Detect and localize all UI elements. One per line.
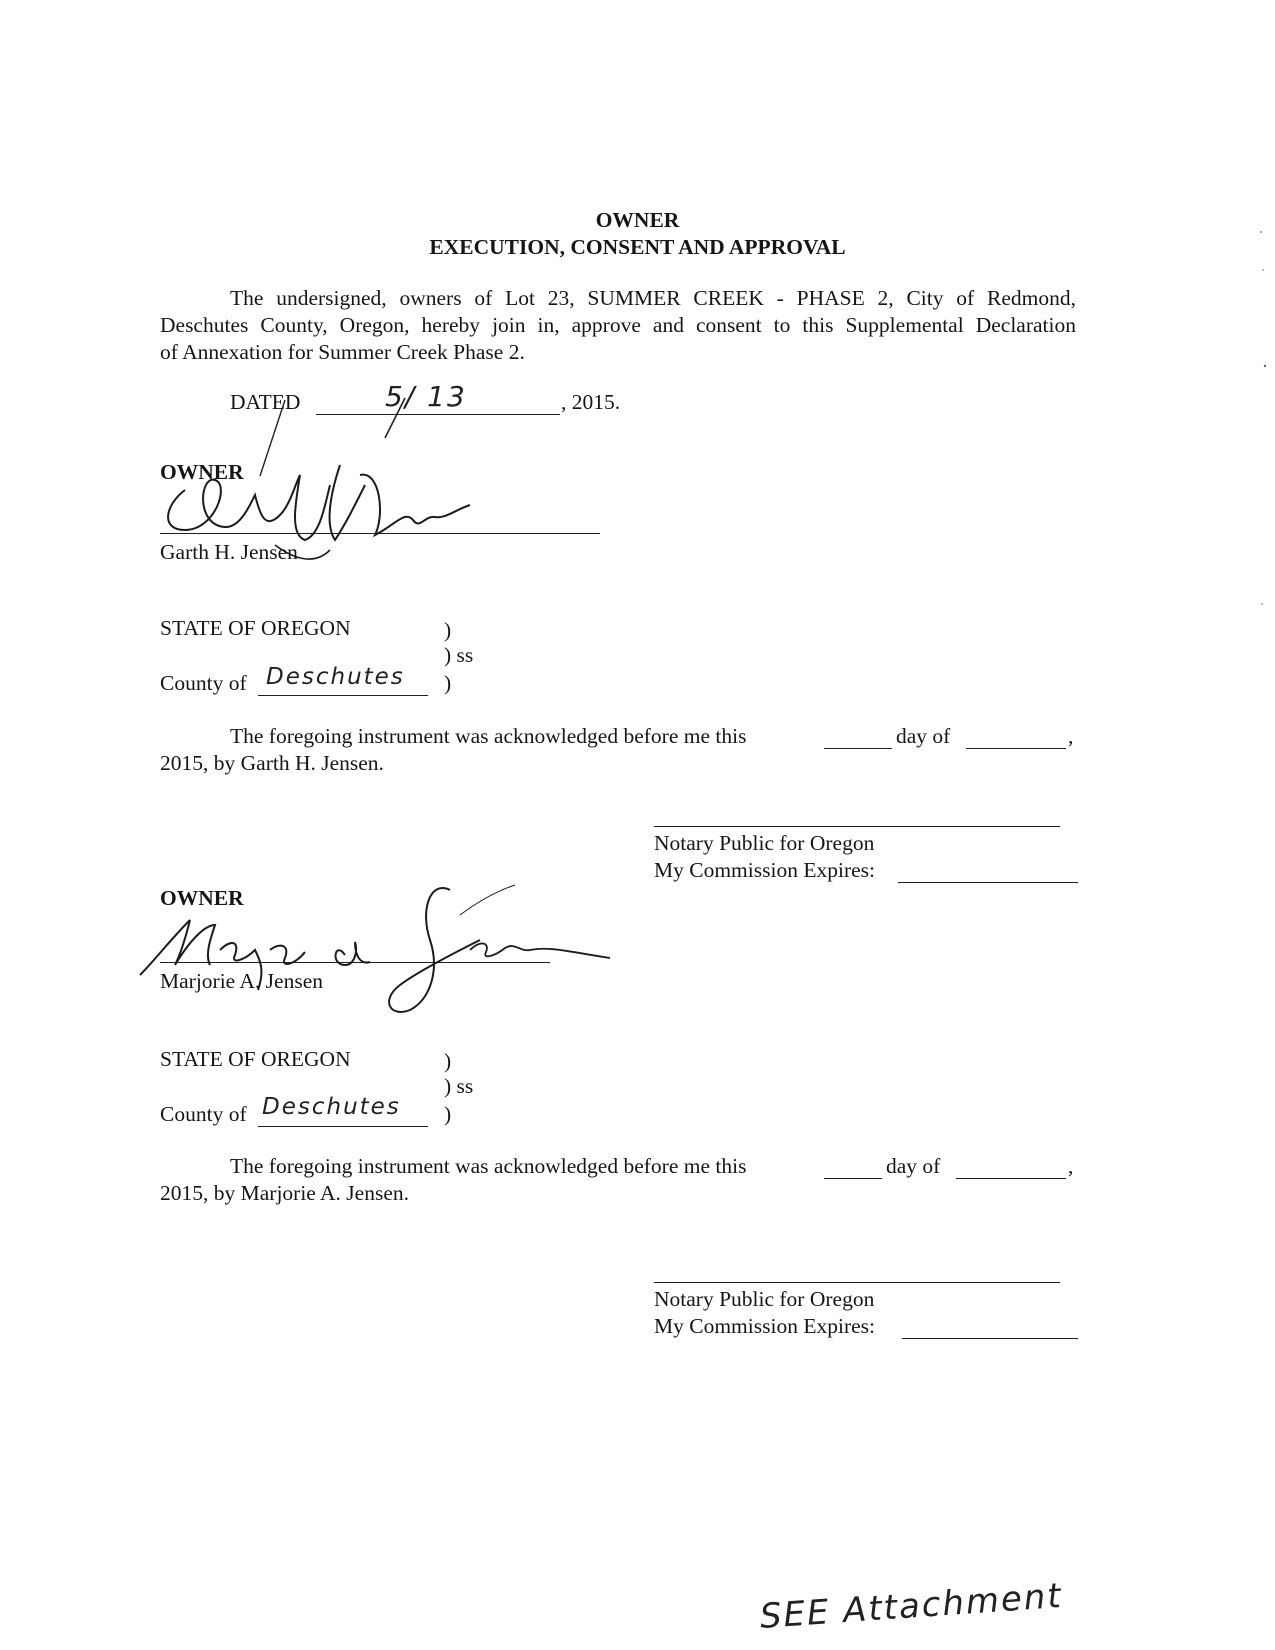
dated-label: DATED [230, 390, 301, 414]
dated-year: , 2015. [561, 390, 621, 414]
ack2-county-line [258, 1126, 428, 1127]
document-subtitle: EXECUTION, CONSENT AND APPROVAL [429, 235, 846, 259]
owner2-label: OWNER [160, 886, 244, 910]
ack2-ss: ) ss [444, 1074, 474, 1098]
ack2-paren-top: ) [444, 1049, 452, 1073]
ack2-state: STATE OF OREGON [160, 1047, 351, 1071]
ack1-paren-top: ) [444, 618, 452, 642]
ack1-state: STATE OF OREGON [160, 616, 351, 640]
ack2-paren-bottom: ) [444, 1102, 452, 1126]
ack1-day-blank [824, 748, 892, 749]
ack2-day-blank [824, 1178, 882, 1179]
owner2-name: Marjorie A. Jensen [160, 969, 324, 993]
see-attachment-note: SEE Attachment [758, 1575, 1064, 1637]
ack1-county-handwritten: Deschutes [266, 664, 405, 690]
ack2-text-a: The foregoing instrument was acknowledged before me this [230, 1154, 747, 1178]
ack1-ss: ) ss [444, 643, 474, 667]
ack1-text-line2: 2015, by Garth H. Jensen. [160, 751, 384, 775]
document-title: OWNER [595, 208, 680, 232]
notary1-commission-label: My Commission Expires: [654, 858, 875, 882]
ack2-county-handwritten: Deschutes [262, 1094, 401, 1120]
owner1-signature [155, 445, 495, 575]
ack2-text-c: , [1068, 1154, 1074, 1178]
ack1-text-b: day of [896, 724, 951, 748]
ack1-county-label: County of [160, 671, 247, 695]
notary2-commission-label: My Commission Expires: [654, 1314, 875, 1338]
notary2-commission-blank [902, 1338, 1078, 1339]
notary1-commission-blank [898, 882, 1078, 883]
notary2-signature-line [654, 1282, 1060, 1283]
ack2-text-b: day of [886, 1154, 941, 1178]
intro-line-1: The undersigned, owners of Lot 23, SUMMER CREEK - PHASE 2, City of Redmond, [230, 286, 1076, 310]
owner1-name: Garth H. Jensen [160, 540, 298, 564]
intro-line-3: of Annexation for Summer Creek Phase 2. [160, 340, 525, 364]
notary1-signature-line [654, 826, 1060, 827]
intro-line-2: Deschutes County, Oregon, hereby join in, approve and consent to this Supplemental Declaration [160, 313, 1076, 337]
dated-handwritten: 5/ 13 [385, 380, 467, 413]
ack1-text-c: , [1068, 724, 1074, 748]
ack1-month-blank [966, 748, 1066, 749]
ack1-paren-bottom: ) [444, 671, 452, 695]
ack2-month-blank [956, 1178, 1066, 1179]
owner2-signature [130, 880, 650, 1025]
ack2-county-label: County of [160, 1102, 247, 1126]
owner1-label: OWNER [160, 460, 244, 484]
notary2-title: Notary Public for Oregon [654, 1287, 875, 1311]
ack1-text-a: The foregoing instrument was acknowledged before me this [230, 724, 747, 748]
ack1-county-line [258, 695, 428, 696]
notary1-title: Notary Public for Oregon [654, 831, 875, 855]
ack2-text-line2: 2015, by Marjorie A. Jensen. [160, 1181, 410, 1205]
scan-edge-marks [1255, 0, 1275, 1650]
